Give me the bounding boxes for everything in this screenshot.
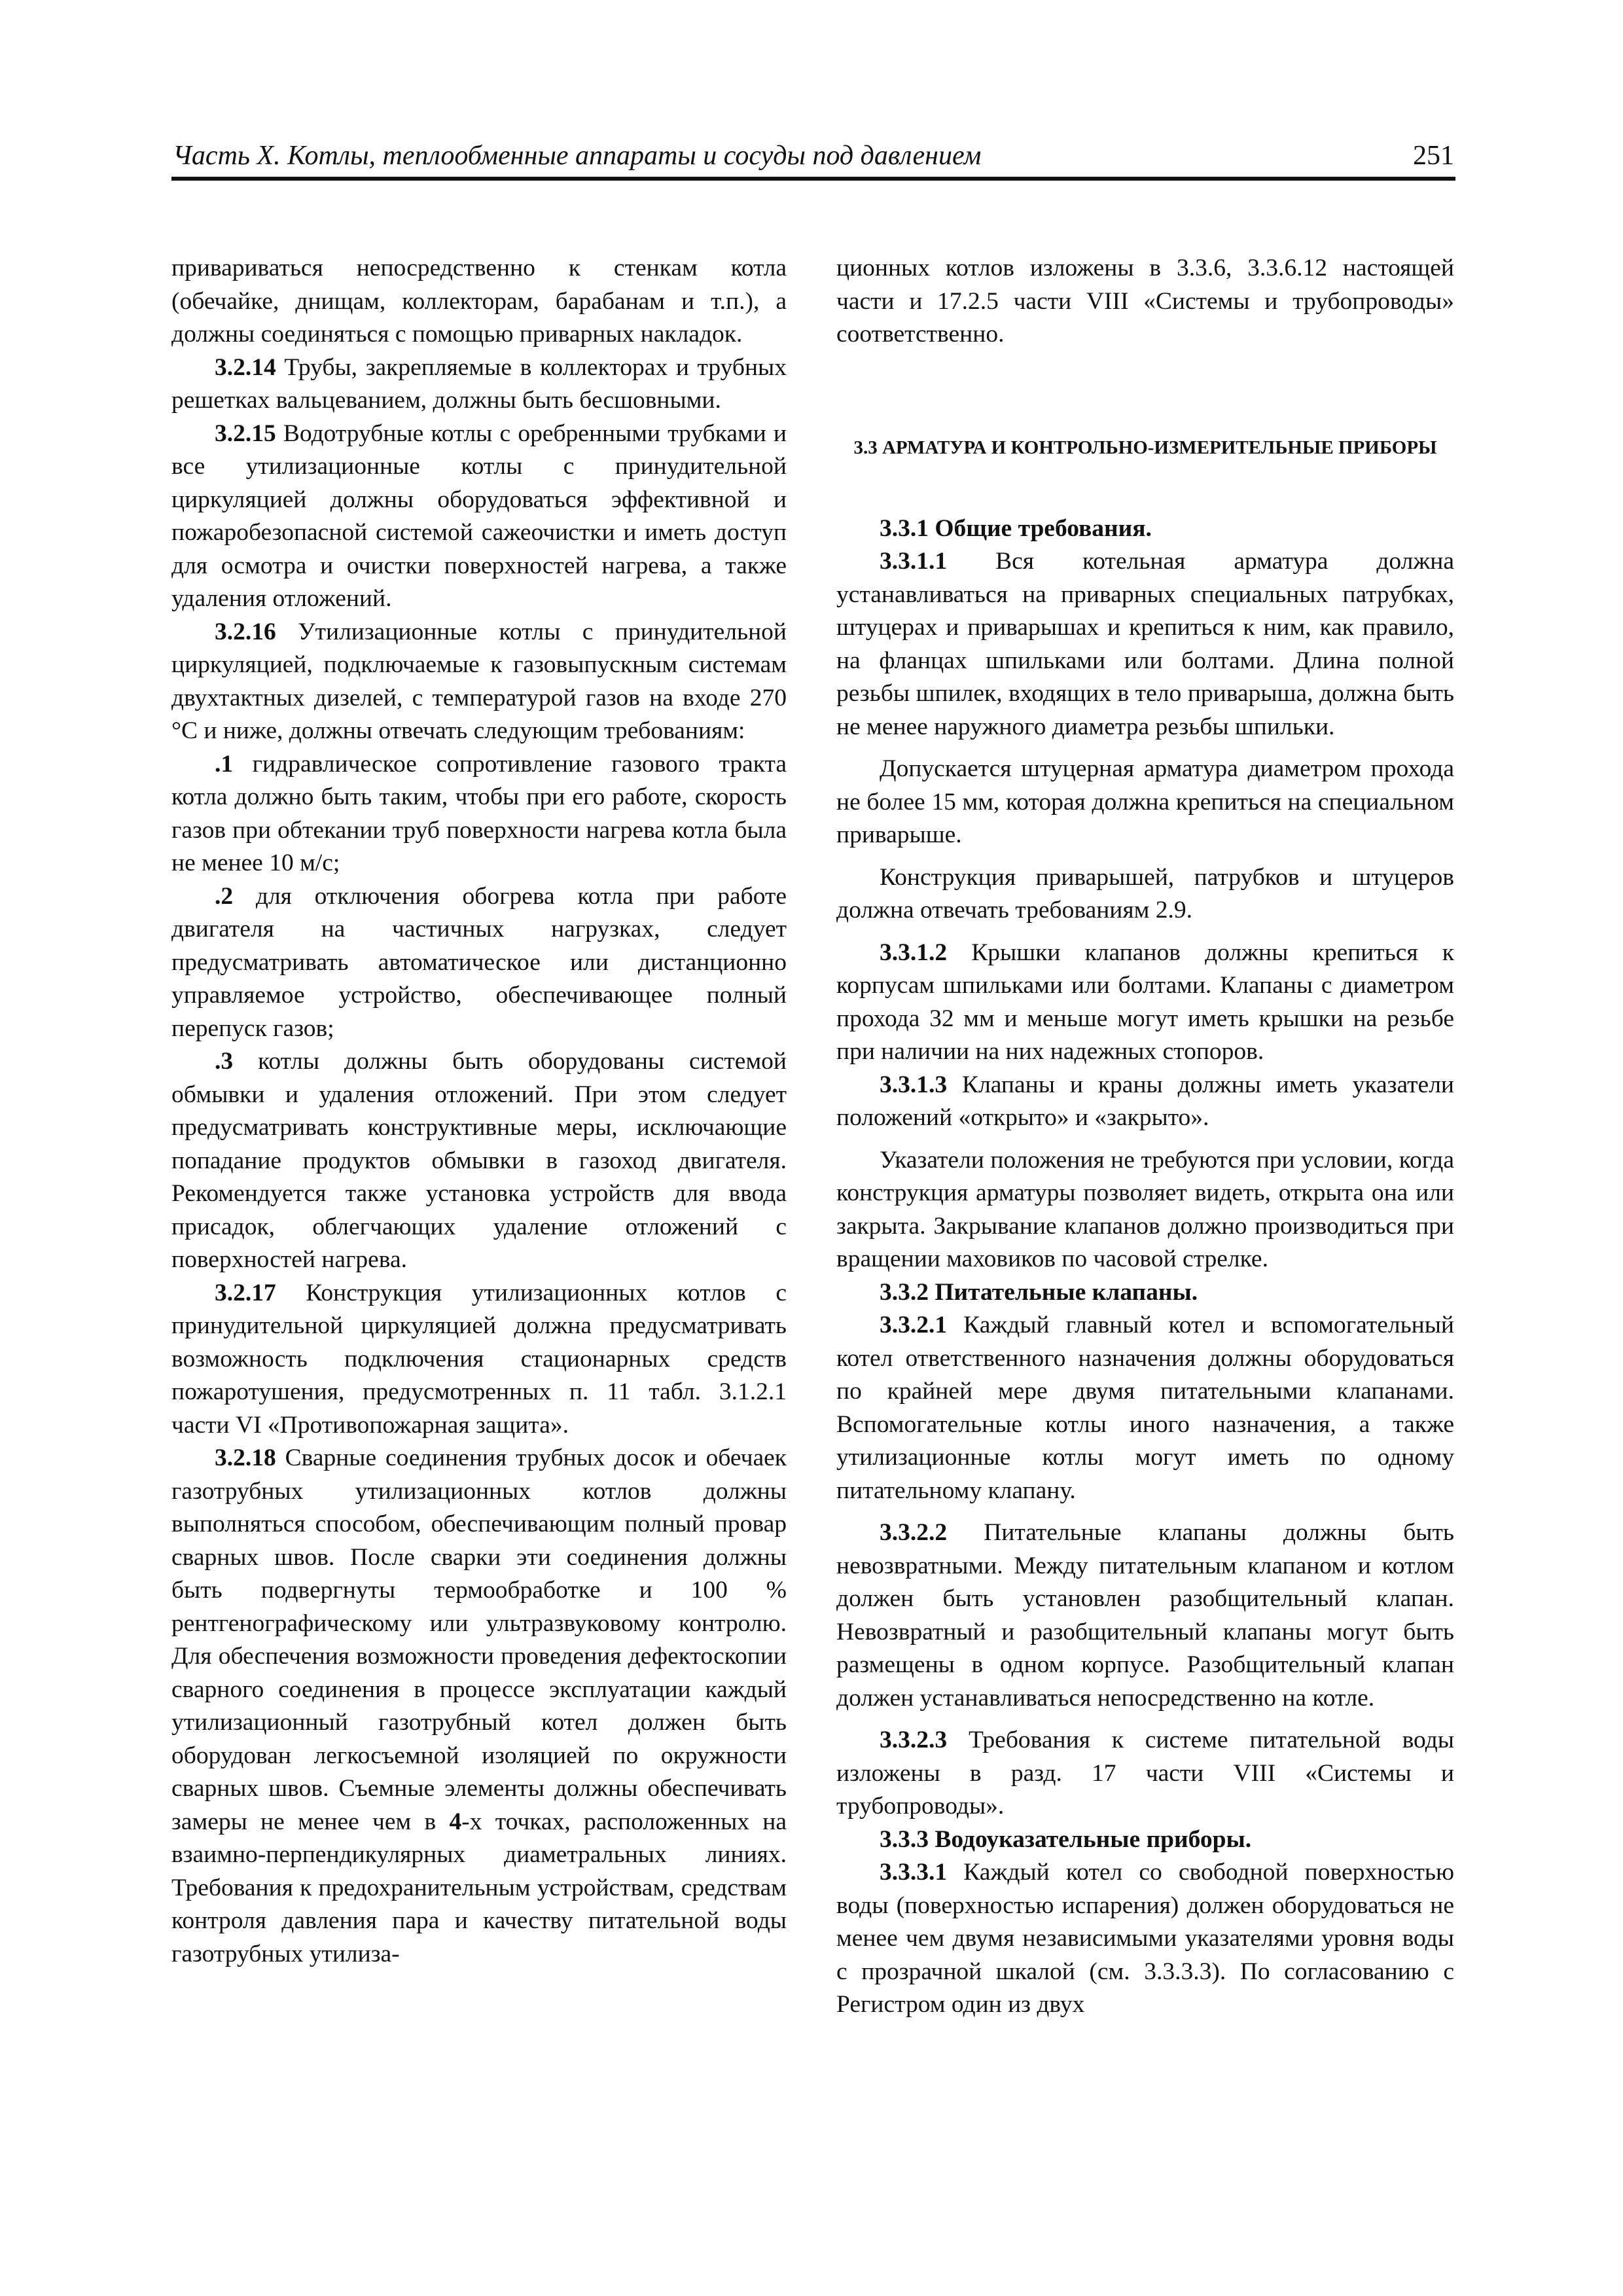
item-text: котлы должны быть оборудованы системой обмывки и удаления отложений. При этом следует предусматривать конструктивные меры, исключающие попадание продуктов обмывки в газоход двигателя. Рекомендуется также установка устройств для ввода присадок, облегчающих удаление отложений с поверхностей нагрева. [171,1048,787,1273]
right-column [836,252,1454,2022]
clause-text: Сварные соединения трубных досок и обечаек газотрубных утилизационных котлов должны выполняться способом, обеспечивающим полный провар сварных швов. После сварки эти соединения должны быть подвергнуты термообработке и 100 % рентгенографическому или ультразвуковому контролю. Для обеспечения возможности проведения дефектоскопии сварного соединения в процессе эксплуатации каждый утилизационный газотрубный котел должен быть оборудован легкосъемной изоляцией по окружности сварных швов. Съемные элементы должны обеспечивать замеры не менее чем в [171,1444,787,1835]
clause-text-continued: -х точках, расположенных на взаимно-перпендикулярных диаметральных линиях. Требования к предохранительным устройствам, средствам контроля давления пара и качеству питательной воды газотрубных утилиза- [171,1808,787,1967]
clause-text: Трубы, закрепляемые в коллекторах и трубных решетках вальцеванием, должны быть бесшовными. [171,353,787,414]
paragraph-3-3-1-2 [836,937,1454,1069]
clause-number: 3.3.2.2 [880,1519,948,1546]
clause-text: Клапаны и краны должны иметь указатели положений «открыто» и «закрыто». [836,1071,1454,1131]
clause-number: 3.2.18 [215,1444,276,1471]
list-item-2 [171,880,787,1046]
paragraph-3-2-18 [171,1442,787,1971]
paragraph-3-2-16 [171,616,787,748]
paragraph-3-2-14 [171,351,787,418]
paragraph-3-3-1-1 [836,545,1454,744]
page-number: 251 [1413,141,1454,171]
clause-text: Конструкция утилизационных котлов с принудительной циркуляцией должна предусматривать возможность подключения стационарных средств пожаротушения, предусмотренных п. 11 табл. 3.1.2.1 части VI «Противопожарная защита». [171,1279,787,1439]
section-title: 3.3 АРМАТУРА И КОНТРОЛЬНО-ИЗМЕРИТЕЛЬНЫЕ ПРИБОРЫ [853,437,1437,458]
list-item-3 [171,1045,787,1277]
clause-text: Питательные клапаны должны быть невозвратными. Между питательным клапаном и котлом должен быть установлен разобщительный клапан. Невозвратный и разобщительный клапаны могут быть размещены в одном корпусе. Разобщительный клапан должен устанавливаться непосредственно на котле. [836,1519,1454,1712]
clause-text: Каждый котел со свободной поверхностью воды (поверхностью испарения) должен оборудоваться не менее чем двумя независимыми указателями уровня воды с прозрачной шкалой (см. 3.3.3.3). По согласованию с Регистром один из двух [836,1859,1454,2018]
clause-number: 3.3.1.1 [880,548,948,575]
subsection-heading-3-3-2: 3.3.2 Питательные клапаны. [880,1278,1198,1306]
paragraph-3-2-15 [171,418,787,616]
clause-number: 3.3.3.1 [880,1859,948,1886]
item-number: .2 [215,882,234,910]
paragraph-3-3-2-3 [836,1724,1454,1823]
subsection-heading-3-3-1: 3.3.1 Общие требования. [880,514,1152,542]
clause-text: Требования к системе питательной воды изложены в разд. 17 части VIII «Системы и трубопроводы». [836,1727,1454,1820]
clause-text: Каждый главный котел и вспомогательный котел ответственного назначения должны оборудоваться по крайней мере двумя питательными клапанами. Вспомогательные котлы иного назначения, а также утилизационные котлы могут иметь по одному питательному клапану. [836,1312,1454,1504]
paragraph-3-3-1-3 [836,1069,1454,1135]
subsection-heading-3-3-3: 3.3.3 Водоуказательные приборы. [880,1825,1252,1853]
clause-number: 3.3.2.3 [880,1727,948,1753]
paragraph-3-3-3-1 [836,1856,1454,2022]
header-title: Часть X. Котлы, теплообменные аппараты и сосуды под давлением [173,141,982,171]
clause-number: 3.2.14 [215,353,276,381]
clause-text: Водотрубные котлы с оребренными трубками и все утилизационные котлы с принудительной циркуляцией должны оборудоваться эффективной и пожаробезопасной системой сажеочистки и иметь доступ для осмотра и очистки поверхностей нагрева, а также удаления отложений. [171,420,787,612]
paragraph: Допускается штуцерная арматура диаметром прохода не более 15 мм, которая должна крепиться на специальном приварыше. [836,755,1454,848]
clause-number: 3.3.2.1 [880,1312,948,1338]
clause-number: 3.3.1.2 [880,939,948,966]
clause-text: Крышки клапанов должны крепиться к корпусам шпильками или болтами. Клапаны с диаметром прохода 32 мм и меньше могут иметь крышки на резьбе при наличии на них надежных стопоров. [836,939,1454,1065]
paragraph: Конструкция приварышей, патрубков и штуцеров должна отвечать требованиям 2.9. [836,863,1454,924]
paragraph-3-3-2-1 [836,1309,1454,1507]
item-text: для отключения обогрева котла при работе двигателя на частичных нагрузках, следует предусматривать автоматическое или дистанционно управляемое устройство, обеспечивающее полный перепуск газов; [171,882,787,1042]
clause-number: 3.2.17 [215,1279,276,1306]
bold-number: 4 [449,1808,462,1835]
paragraph-3-3-2-2 [836,1516,1454,1715]
item-number: .1 [215,750,234,778]
clause-text: Утилизационные котлы с принудительной циркуляцией, подключаемые к газовыпускным системам двухтактных дизелей, с температурой газов на входе 270 °С и ниже, должны отвечать следующим требованиям: [171,618,787,744]
running-header [171,139,1455,181]
clause-number: 3.3.1.3 [880,1071,948,1098]
paragraph: привариваться непосредственно к стенкам котла (обечайке, днищам, коллекторам, барабанам и т.п.), а должны соединяться с помощью приварных накладок. [171,255,787,348]
paragraph-3-2-17 [171,1277,787,1443]
item-number: .3 [215,1048,234,1075]
clause-number: 3.2.16 [215,618,276,645]
paragraph: ционных котлов изложены в 3.3.6, 3.3.6.12 настоящей части и 17.2.5 части VIII «Системы и трубопроводы» соответственно. [836,255,1454,348]
item-text: гидравлическое сопротивление газового тракта котла должно быть таким, чтобы при его работе, скорость газов при обтекании труб поверхности нагрева котла была не менее 10 м/с; [171,750,787,876]
left-column [171,252,787,1971]
clause-number: 3.2.15 [215,420,276,447]
clause-text: Вся котельная арматура должна устанавливаться на приварных специальных патрубках, штуцерах и приварышах и крепиться к ним, как правило, на фланцах шпильками или болтами. Длина полной резьбы шпилек, входящих в тело приварыша, должна быть не менее наружного диаметра резьбы шпильки. [836,548,1454,740]
list-item-1 [171,748,787,880]
paragraph: Указатели положения не требуются при условии, когда конструкция арматуры позволяет видеть, открыта она или закрыта. Закрывание клапанов должно производиться при вращении маховиков по часовой стрелке. [836,1146,1454,1272]
